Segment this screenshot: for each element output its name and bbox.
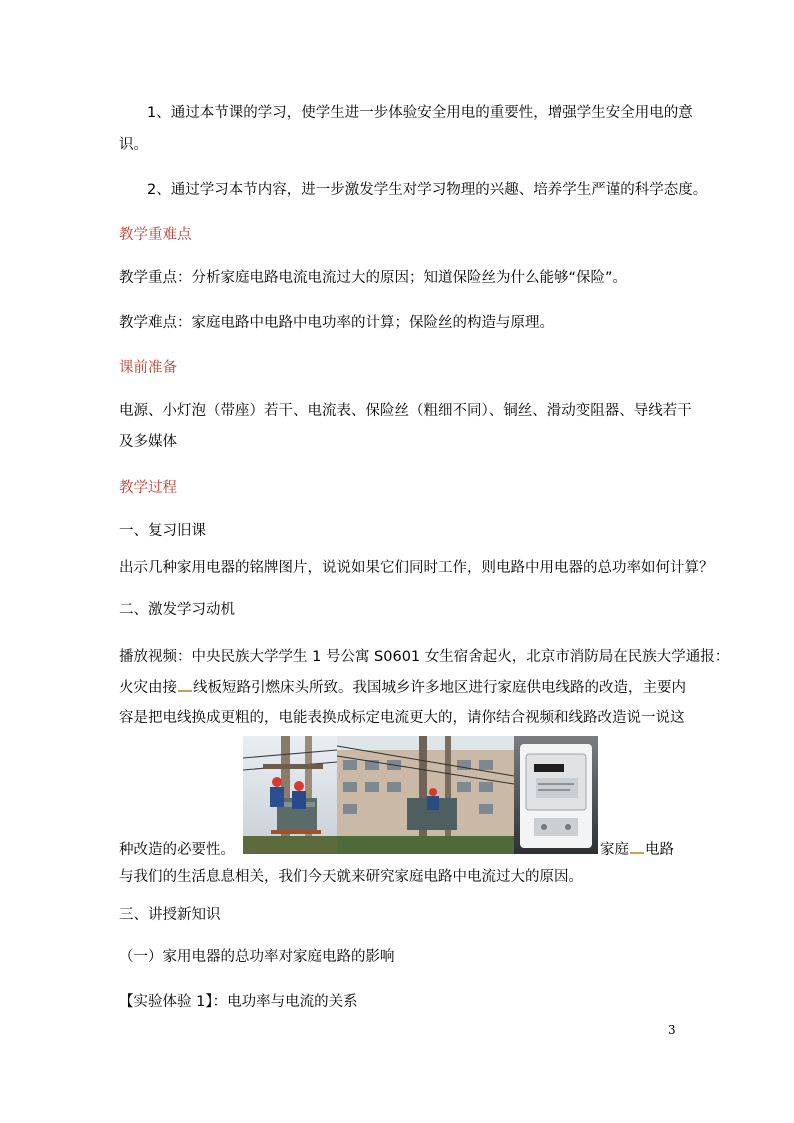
motivation-line-1: 播放视频：中央民族大学学生 1 号公寓 S0601 女生宿舍起火，北京市消防局在民族大学通报：	[119, 649, 730, 665]
underline-mark-2	[630, 849, 644, 854]
preparation-line-2: 及多媒体	[119, 434, 177, 450]
underline-mark	[178, 687, 192, 692]
review-heading: 一、复习旧课	[119, 523, 206, 539]
objective-2: 2、通过学习本节内容，进一步激发学生对学习物理的兴趣、培养学生严谨的科学态度。	[147, 182, 708, 198]
experiment-1: 【实验体验 1】：电功率与电流的关系	[119, 994, 358, 1010]
wiring-photos	[243, 736, 598, 854]
process-heading: 教学过程	[119, 480, 177, 496]
motivation-line-4b-group	[600, 840, 674, 860]
motivation-line-4b: 家庭	[600, 842, 629, 858]
preparation-heading: 课前准备	[119, 360, 177, 376]
motivation-line-2	[119, 678, 686, 698]
objective-1-line-2: 识。	[119, 137, 148, 153]
motivation-line-2b: 线板短路引燃床头所致。我国城乡许多地区进行家庭供电线路的改造，主要内	[193, 680, 686, 696]
teaching-focus: 教学重点：分析家庭电路电流电流过大的原因；知道保险丝为什么能够“保险”。	[119, 270, 628, 286]
motivation-line-4	[119, 840, 674, 860]
page-number: 3	[668, 1023, 676, 1037]
teaching-difficulty: 教学难点：家庭电路中电路中电功率的计算；保险丝的构造与原理。	[119, 315, 554, 331]
motivation-line-4a: 种改造的必要性。	[119, 842, 235, 858]
review-text: 出示几种家用电器的铭牌图片，说说如果它们同时工作，则电路中用电器的总功率如何计算？	[119, 560, 714, 576]
motivation-line-2a: 火灾由接	[119, 680, 177, 696]
photo-electric-meter	[514, 736, 598, 854]
objective-1-line-1: 1、通过本节课的学习，使学生进一步体验安全用电的重要性，增强学生安全用电的意	[147, 105, 693, 121]
motivation-line-5: 与我们的生活息息相关，我们今天就来研究家庭电路中电流过大的原因。	[119, 869, 583, 885]
key-points-heading: 教学重难点	[119, 227, 192, 243]
motivation-heading: 二、激发学习动机	[119, 602, 235, 618]
preparation-line-1: 电源、小灯泡（带座）若干、电流表、保险丝（粗细不同）、铜丝、滑动变阻器、导线若干	[119, 403, 692, 419]
subsection-1: （一）家用电器的总功率对家庭电路的影响	[119, 949, 395, 965]
photo-electricians-on-pole	[243, 736, 337, 854]
photo-building-power-lines	[337, 736, 514, 854]
motivation-line-4c: 电路	[645, 842, 674, 858]
motivation-line-3: 容是把电线换成更粗的，电能表换成标定电流更大的，请你结合视频和线路改造说一说这	[119, 710, 685, 726]
new-knowledge-heading: 三、讲授新知识	[119, 907, 221, 923]
